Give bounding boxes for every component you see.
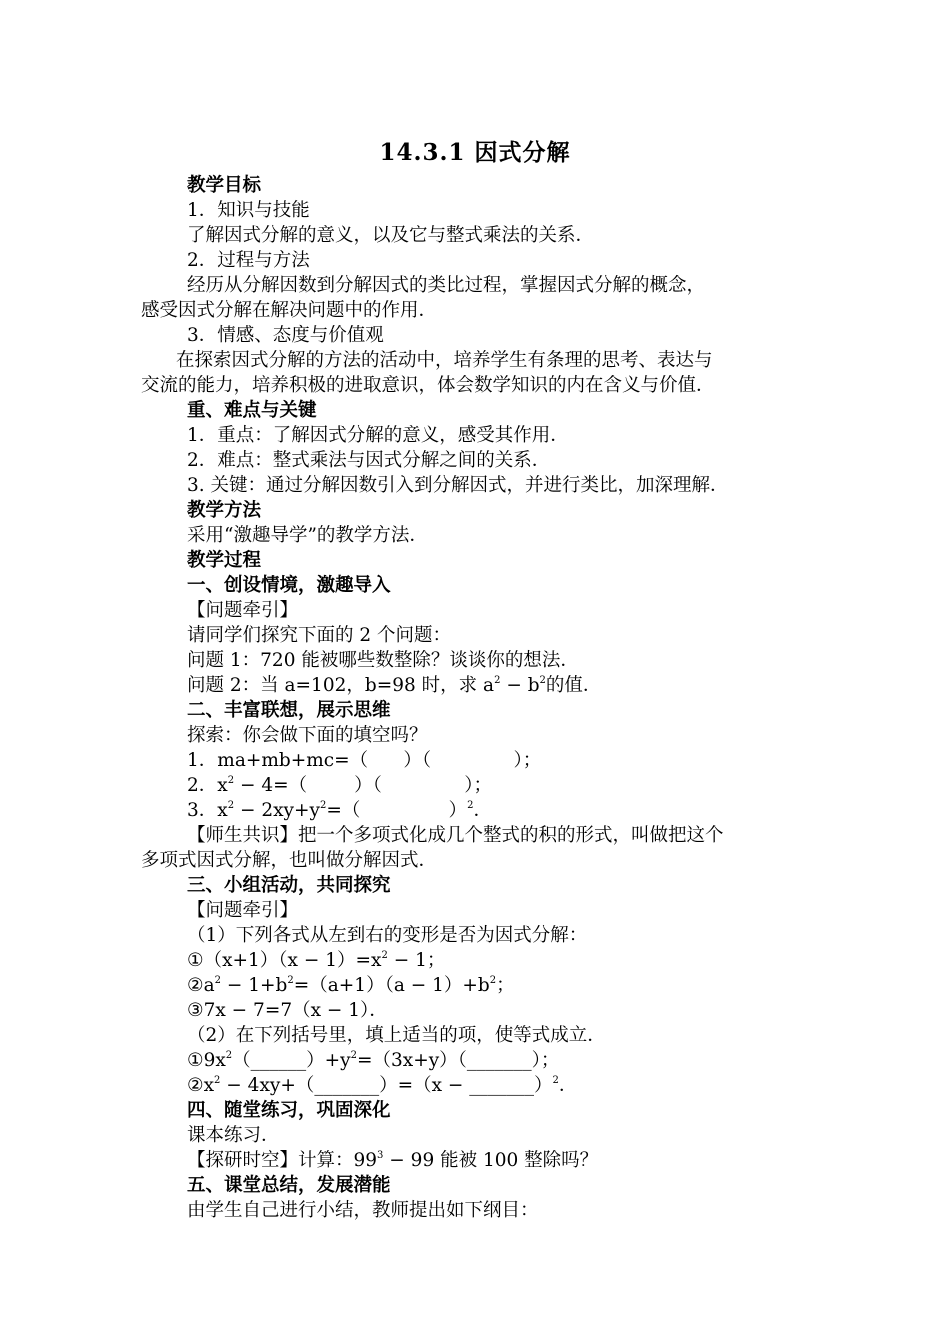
step-2-heading: 二、丰富联想，展示思维	[187, 700, 391, 721]
keypoint-3: 3. 关键：通过分解因数引入到分解因式，并进行类比，加深理解．	[187, 475, 729, 496]
objective-3-text-line2: 交流的能力，培养积极的进取意识，体会数学知识的内在含义与价值．	[141, 375, 715, 396]
step-3-part-1-a: ①（x+1）（x − $1)=x^2 - 1$；	[187, 950, 446, 971]
section-heading-process: 教学过程	[187, 550, 262, 571]
step-2-intro: 探索：你会做下面的填空吗？	[187, 725, 428, 746]
keypoint-2: 2．难点：整式乘法与因式分解之间的关系．	[187, 450, 551, 471]
step-3-part-2-b: $②x^2$ − 4xy+（_______）=（x − _______）$^2$．	[187, 1075, 578, 1096]
step-5-text: 由学生自己进行小结，教师提出如下纲目：	[187, 1200, 539, 1221]
step-1-question-2: 问题 2：当 a=102，b=98 时，求 $a^2 - b^2$的值．	[187, 675, 602, 696]
step-3-part-2: （2）在下列括号里，填上适当的项，使等式成立．	[187, 1025, 606, 1046]
objective-3-text-line1: 在探索因式分解的方法的活动中，培养学生有条理的思考、表达与	[176, 350, 713, 371]
page-title: 14.3.1 因式分解	[379, 139, 571, 166]
step-3-heading: 三、小组活动，共同探究	[187, 875, 391, 896]
objective-1-text: 了解因式分解的意义，以及它与整式乘法的关系．	[187, 225, 595, 246]
step-5-heading: 五、课堂总结，发展潜能	[187, 1175, 391, 1196]
step-1-tag: 【问题牵引】	[187, 600, 299, 621]
step-2-exercise-1: 1．ma+mb+mc=（ ）（ ）；	[187, 750, 542, 771]
step-2-consensus-line1: 【师生共识】把一个多项式化成几个整式的积的形式，叫做把这个	[187, 825, 724, 846]
step-3-part-1-c: ③7x − 7=7（x − 1）．	[187, 1000, 388, 1021]
step-3-part-1: （1）下列各式从左到右的变形是否为因式分解：	[187, 925, 588, 946]
objective-2-text-line1: 经历从分解因数到分解因式的类比过程，掌握因式分解的概念，	[187, 275, 706, 296]
step-3-part-1-b: $②a^2 - 1+b^2=(a+1)(a - 1)+b^2$；	[187, 975, 515, 996]
objective-2-text-line2: 感受因式分解在解决问题中的作用．	[141, 300, 438, 321]
section-heading-objectives: 教学目标	[187, 175, 262, 196]
method-text: 采用“激趣导学”的教学方法．	[187, 525, 428, 546]
step-3-tag: 【问题牵引】	[187, 900, 299, 921]
step-3-part-2-a: $①9x^2(\_\_\_\_\_\_)+y^2=(3x+y)(\_\_\_\_\_\_\_)$；	[187, 1050, 560, 1071]
step-4-heading: 四、随堂练习，巩固深化	[187, 1100, 391, 1121]
step-4-explore: 【探研时空】计算：$99^3 - 99$ 能被 100 整除吗？	[187, 1150, 599, 1171]
step-1-question-1: 问题 1：720 能被哪些数整除？谈谈你的想法．	[187, 650, 579, 671]
step-2-exercise-3: 3．$x^2 - 2xy+y^2=$（ ）$^2$．	[187, 800, 492, 821]
objective-3-label: 3．情感、态度与价值观	[187, 325, 384, 346]
step-1-intro: 请同学们探究下面的 2 个问题：	[187, 625, 452, 646]
step-2-consensus-line2: 多项式因式分解，也叫做分解因式．	[141, 850, 438, 871]
step-1-heading: 一、创设情境，激趣导入	[187, 575, 391, 596]
step-4-text: 课本练习．	[187, 1125, 280, 1146]
section-heading-keypoints: 重、难点与关键	[187, 400, 317, 421]
objective-1-label: 1．知识与技能	[187, 200, 310, 221]
step-2-exercise-2: 2．$x^2 - 4=$（ ）（ ）；	[187, 775, 493, 796]
keypoint-1: 1．重点：了解因式分解的意义，感受其作用．	[187, 425, 569, 446]
section-heading-method: 教学方法	[187, 500, 262, 521]
objective-2-label: 2．过程与方法	[187, 250, 310, 271]
